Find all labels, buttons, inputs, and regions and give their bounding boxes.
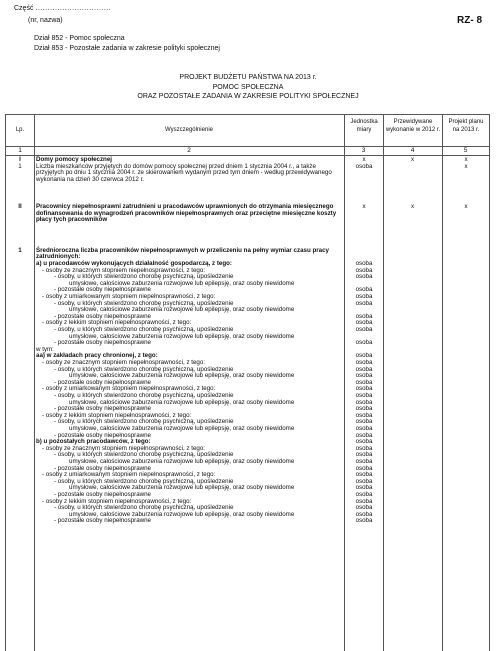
row-unit: osoba xyxy=(355,339,373,347)
row-description: - osoby z umiarkowanym stopniem niepełnosprawności, z tego: xyxy=(42,471,216,479)
row-description: - osoby z lekkim stopniem niepełnosprawności, z tego: xyxy=(42,411,192,419)
row-description: - pozostałe osoby niepełnosprawne xyxy=(54,464,151,472)
col-header-unit: Jednostka miary xyxy=(350,119,378,133)
row-description: Liczba mieszkańców przyjętych do domów pomocy społecznej przed dniem 1 stycznia 2004 r., a także przyjętych po dniu 1 stycznia 2004 r. ze skierowaniem wydanym przed tym dniem - według przewidywanego wykonania na dzień 30 czerwca 2012 r. xyxy=(36,162,332,183)
row-description: - pozostałe osoby niepełnosprawne xyxy=(54,312,151,320)
row-unit: osoba xyxy=(355,517,373,525)
row-unit: osoba xyxy=(355,477,373,485)
row-description: - osoby, u których stwierdzono chorobę psychiczną, upośledzenie xyxy=(54,299,234,307)
row-description: umysłowe, całościowe zaburzenia rozwojowe lub epilepsję, oraz osoby niewidome xyxy=(69,372,295,380)
row-description: umysłowe, całościowe zaburzenia rozwojowe lub epilepsję, oraz osoby niewidome xyxy=(69,510,295,518)
row-unit: osoba xyxy=(355,266,373,274)
row-unit: osoba xyxy=(355,273,373,281)
czesc-label-text: Część xyxy=(14,5,34,12)
row-description: - pozostałe osoby niepełnosprawne xyxy=(54,491,151,498)
row-unit: x xyxy=(362,156,366,163)
col-header-desc: Wyszczególnienie xyxy=(165,127,213,133)
row-unit: osoba xyxy=(355,444,373,452)
row-plan-2013: x xyxy=(464,203,468,211)
row-unit: osoba xyxy=(355,504,373,512)
row-unit: osoba xyxy=(355,319,373,327)
col-num-2: 2 xyxy=(187,147,191,154)
dzial-853: Dział 853 - Pozostałe zadania w zakresie polityki społecznej xyxy=(34,45,220,52)
row-description: - osoby ze znacznym stopniem niepełnosprawności, z tego: xyxy=(42,444,206,452)
col-header-exec: Przewidywane wykonanie w 2012 r. xyxy=(385,119,441,133)
budget-table xyxy=(5,114,490,651)
row-unit: osoba xyxy=(355,398,373,406)
row-unit: osoba xyxy=(355,471,373,479)
row-description: - osoby ze znacznym stopniem niepełnosprawności, z tego: xyxy=(42,359,206,366)
row-plan-2013: x xyxy=(464,162,468,170)
nazwa-label: (nr, nazwa) xyxy=(28,17,63,24)
row-unit: osoba xyxy=(355,418,373,426)
row-unit: osoba xyxy=(355,378,373,386)
row-description: - osoby ze znacznym stopniem niepełnosprawności, z tego: xyxy=(42,266,206,274)
row-description: umysłowe, całościowe zaburzenia rozwojowe lub epilepsję, oraz osoby niewidome xyxy=(69,279,295,287)
row-unit: osoba xyxy=(355,464,373,472)
col-header-lp: Lp. xyxy=(15,127,25,133)
row-plan-2013: x xyxy=(464,156,468,163)
col-num-1: 1 xyxy=(18,147,22,154)
col-num-3: 3 xyxy=(361,147,366,154)
row-unit: osoba xyxy=(355,385,373,393)
row-unit: osoba xyxy=(355,491,373,498)
row-description: - pozostałe osoby niepełnosprawne xyxy=(54,378,151,386)
row-exec-2012: x xyxy=(410,156,415,163)
col-divider xyxy=(442,115,443,651)
row-unit: osoba xyxy=(355,352,373,360)
row-unit: osoba xyxy=(355,425,373,432)
row-description: - osoby z umiarkowanym stopniem niepełnosprawności, z tego: xyxy=(42,293,216,300)
row-description: umysłowe, całościowe zaburzenia rozwojowe lub epilepsję, oraz osoby niewidome xyxy=(69,425,295,432)
row-description: umysłowe, całościowe zaburzenia rozwojowe lub epilepsję, oraz osoby niewidome xyxy=(69,398,295,406)
row-unit: osoba xyxy=(355,497,373,505)
row-lp: I xyxy=(19,156,21,163)
row-description: aa) w zakładach pracy chronionej, z tego: xyxy=(36,352,158,360)
row-lp: II xyxy=(18,203,22,211)
row-description: umysłowe, całościowe zaburzenia rozwojowe lub epilepsję, oraz osoby niewidome xyxy=(69,306,295,314)
row-description: - osoby, u których stwierdzono chorobę psychiczną, upośledzenie xyxy=(54,365,234,373)
row-description: - osoby z lekkim stopniem niepełnosprawności, z tego: xyxy=(42,497,192,505)
row-description: umysłowe, całościowe zaburzenia rozwojowe lub epilepsję, oraz osoby niewidome xyxy=(69,484,295,492)
row-description: - osoby, u których stwierdzono chorobę psychiczną, upośledzenie xyxy=(54,504,234,512)
row-description: - pozostałe osoby niepełnosprawne xyxy=(54,431,151,439)
row-unit: osoba xyxy=(355,392,373,399)
document-title xyxy=(0,73,496,102)
row-lp: 1 xyxy=(18,246,22,254)
row-unit: osoba xyxy=(355,293,373,300)
col-num-4: 4 xyxy=(410,147,415,154)
row-unit: osoba xyxy=(355,372,373,380)
row-unit: osoba xyxy=(355,299,373,307)
row-unit: osoba xyxy=(355,162,373,170)
row-description: Średnioroczna liczba pracowników niepełnosprawnych w przeliczeniu na pełny wymiar czasu pracy zatrudnionych: xyxy=(36,246,329,261)
row-unit: osoba xyxy=(355,510,373,518)
row-unit: osoba xyxy=(355,458,373,465)
row-description: - osoby z umiarkowanym stopniem niepełnosprawności, z tego: xyxy=(42,385,216,393)
row-description: - pozostałe osoby niepełnosprawne xyxy=(54,517,151,525)
row-unit: osoba xyxy=(355,312,373,320)
col-header-plan: Projekt planu na 2013 r. xyxy=(448,119,484,133)
row-unit: osoba xyxy=(355,484,373,492)
row-description: Pracownicy niepełnosprawni zatrudnieni u pracodawców uprawnionych do otrzymania miesięcznego dofinansowania do wynagrodzeń pracowników niepełnosprawnych oraz przeciętne miesięczne koszty płacy tych pracowników xyxy=(36,203,337,224)
row-unit: osoba xyxy=(355,326,373,333)
row-description: - pozostałe osoby niepełnosprawne xyxy=(54,405,151,413)
title-line-1: PROJEKT BUDŻETU PAŃSTWA NA 2013 r. xyxy=(179,74,317,81)
row-description: Domy pomocy społecznej xyxy=(36,156,112,163)
row-description: - osoby, u których stwierdzono chorobę psychiczną, upośledzenie xyxy=(54,273,234,281)
row-unit: osoba xyxy=(355,260,373,267)
row-unit: osoba xyxy=(355,365,373,373)
dzial-852: Dział 852 - Pomoc społeczna xyxy=(34,35,125,42)
row-description: - osoby, u których stwierdzono chorobę psychiczną, upośledzenie xyxy=(54,451,234,459)
row-description: - osoby, u których stwierdzono chorobę psychiczną, upośledzenie xyxy=(54,418,234,426)
col-divider xyxy=(383,115,384,651)
row-description: - pozostałe osoby niepełnosprawne xyxy=(54,286,151,294)
title-line-2: POMOC SPOŁECZNA xyxy=(212,83,284,91)
row-lp: 1 xyxy=(18,162,22,170)
row-description: w tym: xyxy=(36,345,54,353)
row-unit: osoba xyxy=(355,286,373,294)
row-unit: osoba xyxy=(355,451,373,459)
row-description: - osoby, u których stwierdzono chorobę psychiczną, upośledzenie xyxy=(54,477,234,485)
row-description: umysłowe, całościowe zaburzenia rozwojowe lub epilepsję, oraz osoby niewidome xyxy=(69,458,295,465)
row-unit: x xyxy=(362,203,366,211)
col-num-5: 5 xyxy=(463,147,468,154)
row-description: umysłowe, całościowe zaburzenia rozwojowe lub epilepsję, oraz osoby niewidome xyxy=(69,332,295,340)
row-description: b) u pozostałych pracodawców, z tego: xyxy=(36,438,151,446)
row-description: - pozostałe osoby niepełnosprawne xyxy=(54,339,151,347)
row-description: a) u pracodawców wykonujących działalność gospodarczą, z tego: xyxy=(36,260,232,267)
row-description: - osoby, u których stwierdzono chorobę psychiczną, upośledzenie xyxy=(54,392,234,399)
row-unit: osoba xyxy=(355,411,373,419)
czesc-label xyxy=(14,5,111,12)
row-description: - osoby, u których stwierdzono chorobę psychiczną, upośledzenie xyxy=(54,326,234,333)
col-divider xyxy=(34,115,35,651)
row-description: - osoby z lekkim stopniem niepełnosprawności, z tego: xyxy=(42,319,192,327)
form-code: RZ- 8 xyxy=(457,15,482,26)
czesc-dots: ............................... xyxy=(35,5,112,12)
row-unit: osoba xyxy=(355,431,373,439)
row-unit: osoba xyxy=(355,359,373,366)
row-unit: osoba xyxy=(355,405,373,413)
row-unit: osoba xyxy=(355,438,373,446)
row-exec-2012: x xyxy=(410,203,415,211)
title-line-3: ORAZ POZOSTAŁE ZADANIA W ZAKRESIE POLITYKI SPOŁECZNEJ xyxy=(137,93,359,100)
